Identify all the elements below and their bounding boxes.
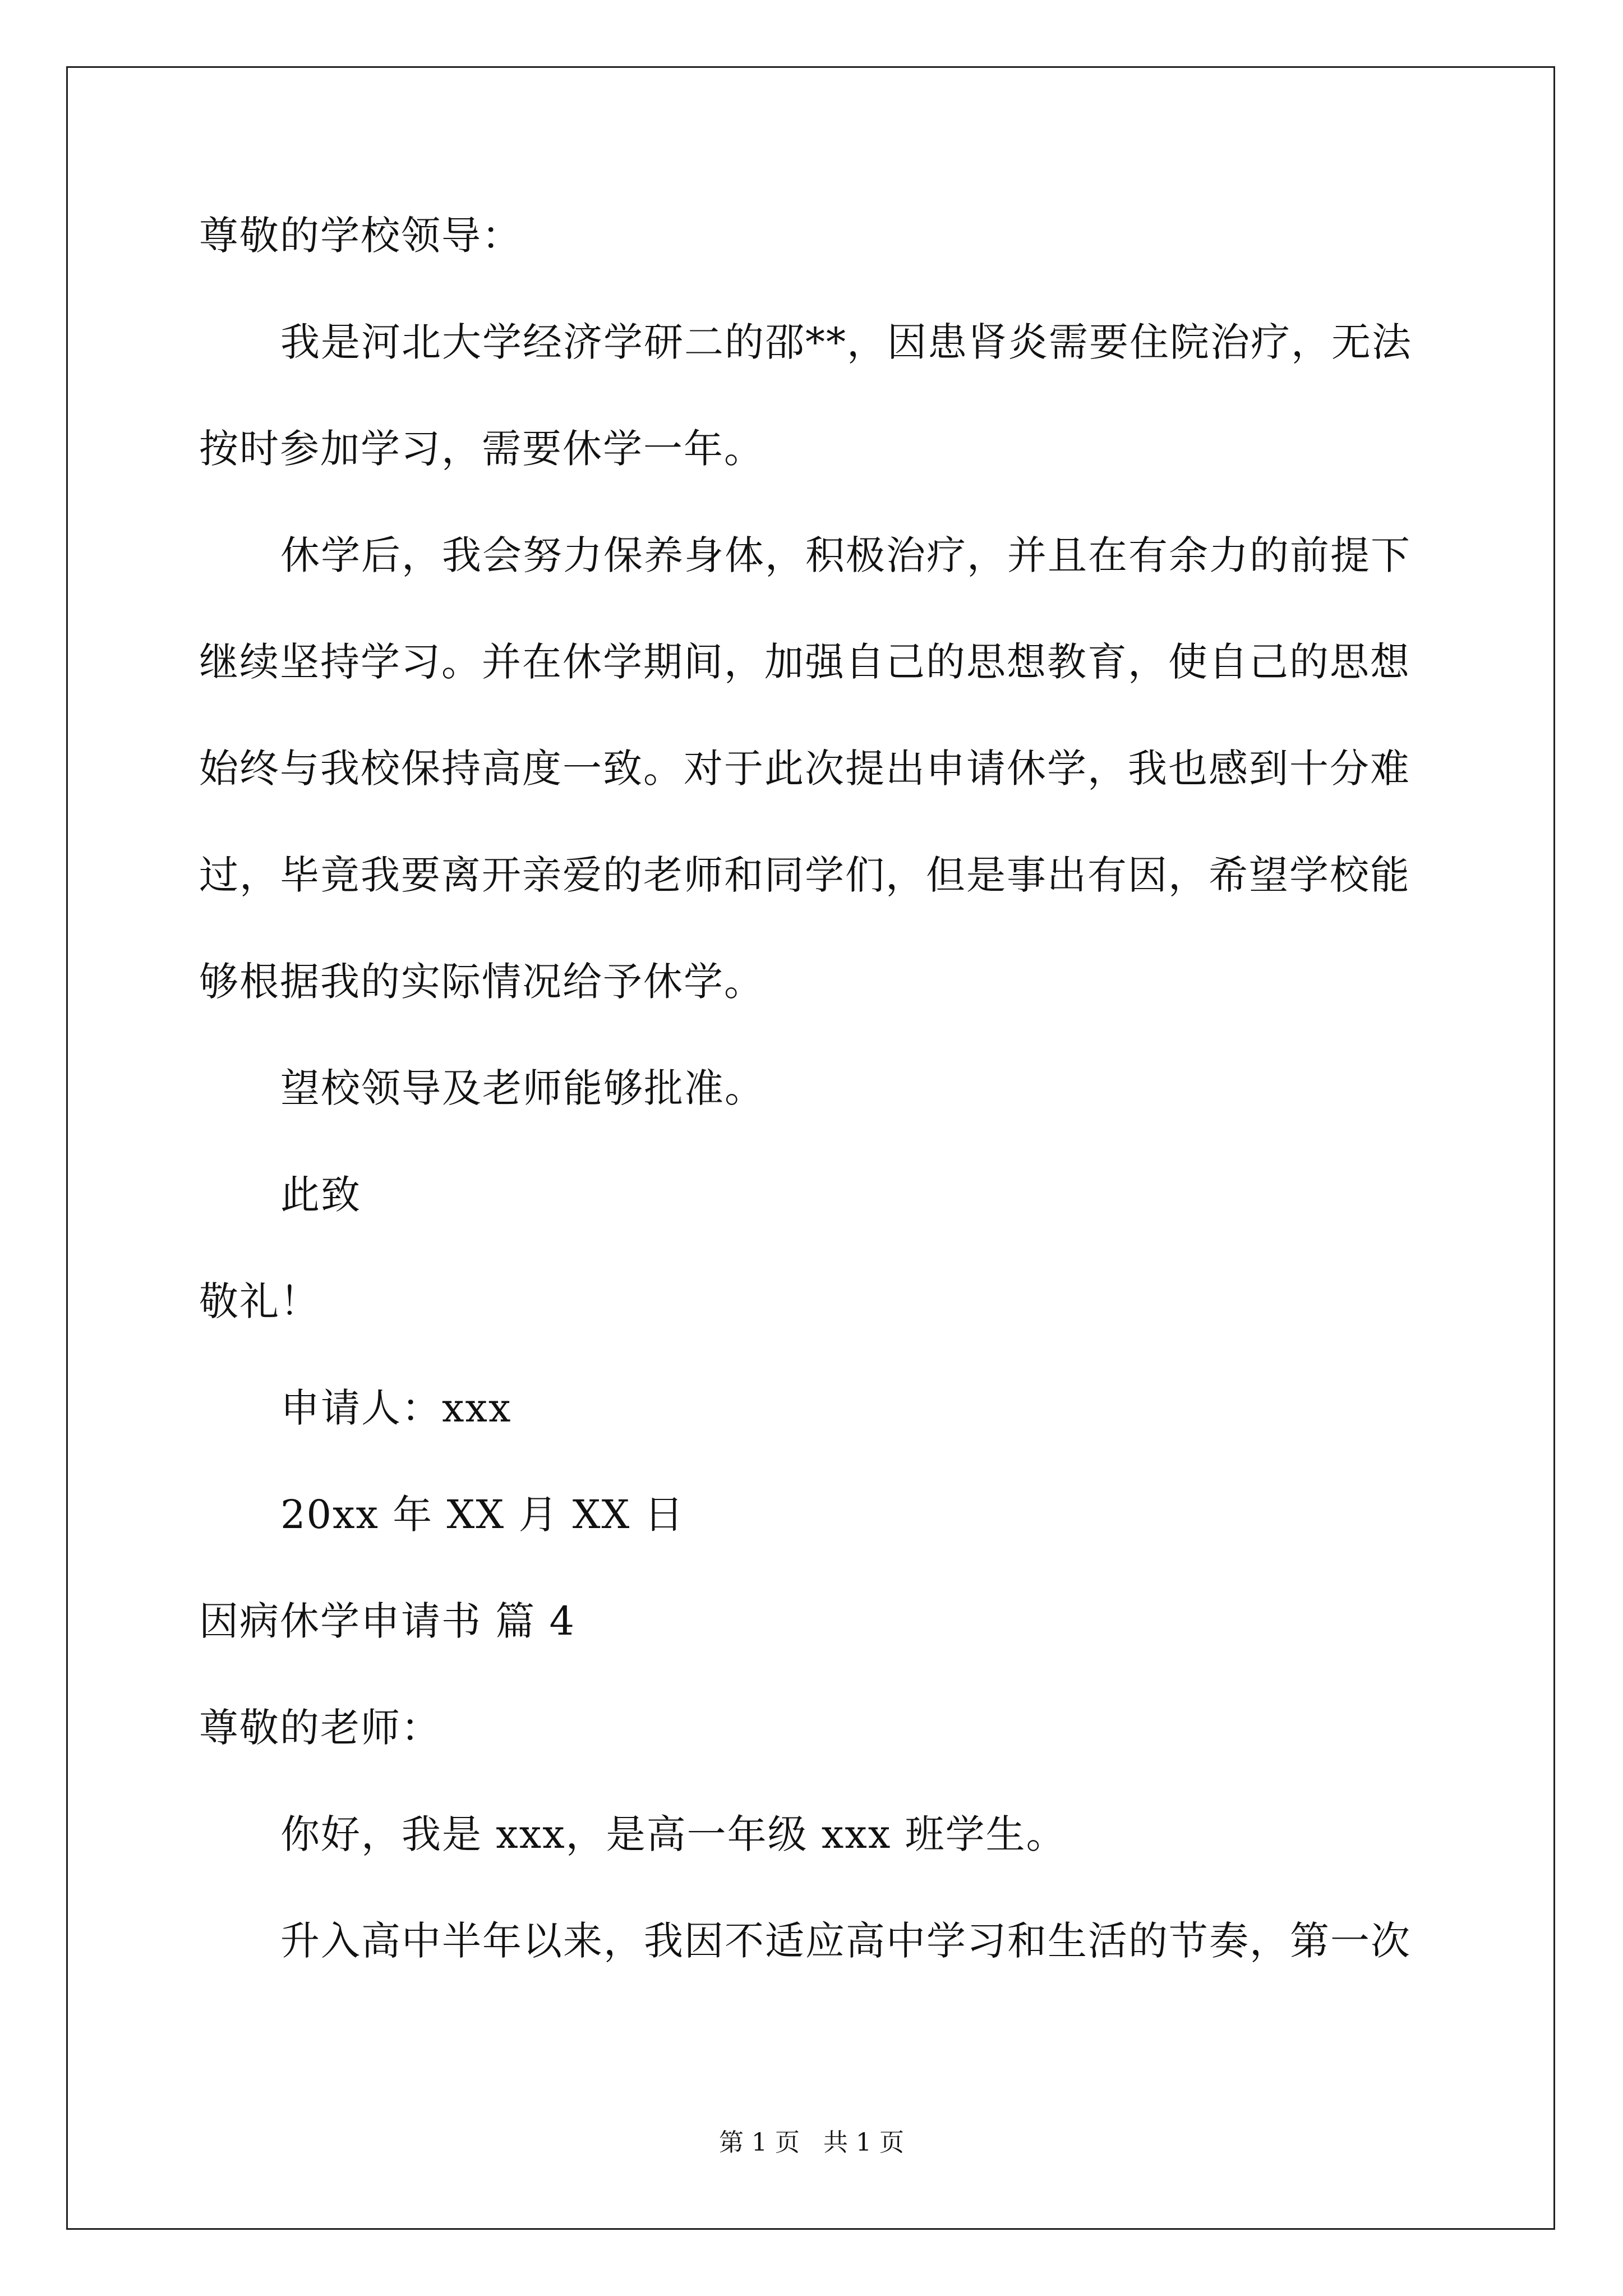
date-line: 20xx 年 XX 月 XX 日 (280, 1492, 685, 1538)
paragraph-line: 始终与我校保持高度一致。对于此次提出申请休学，我也感到十分难 (199, 746, 1410, 792)
closing-salute: 敬礼！ (199, 1278, 320, 1324)
salutation-teacher: 尊敬的老师： (199, 1705, 441, 1751)
section-heading: 因病休学申请书 篇 4 (199, 1598, 576, 1644)
paragraph-line: 我是河北大学经济学研二的邵**，因患肾炎需要住院治疗，无法 (280, 319, 1412, 365)
closing-phrase: 此致 (280, 1172, 361, 1218)
paragraph-line: 休学后，我会努力保养身体，积极治疗，并且在有余力的前提下 (280, 532, 1411, 578)
page-border (66, 66, 1555, 2230)
page-footer: 第 1 页 共 1 页 (719, 2128, 904, 2157)
paragraph-line: 你好，我是 xxx，是高一年级 xxx 班学生。 (280, 1811, 1067, 1857)
paragraph-line: 望校领导及老师能够批准。 (280, 1065, 765, 1111)
applicant-signature: 申请人：xxx (280, 1385, 512, 1431)
paragraph-line: 升入高中半年以来，我因不适应高中学习和生活的节奏，第一次 (280, 1918, 1411, 1964)
paragraph-line: 继续坚持学习。并在休学期间，加强自己的思想教育，使自己的思想 (199, 639, 1410, 685)
paragraph-line: 够根据我的实际情况给予休学。 (199, 959, 764, 1005)
paragraph-line: 过，毕竟我要离开亲爱的老师和同学们，但是事出有因，希望学校能 (199, 852, 1410, 898)
paragraph-line: 按时参加学习，需要休学一年。 (199, 426, 764, 472)
salutation-school-leaders: 尊敬的学校领导： (199, 213, 522, 259)
